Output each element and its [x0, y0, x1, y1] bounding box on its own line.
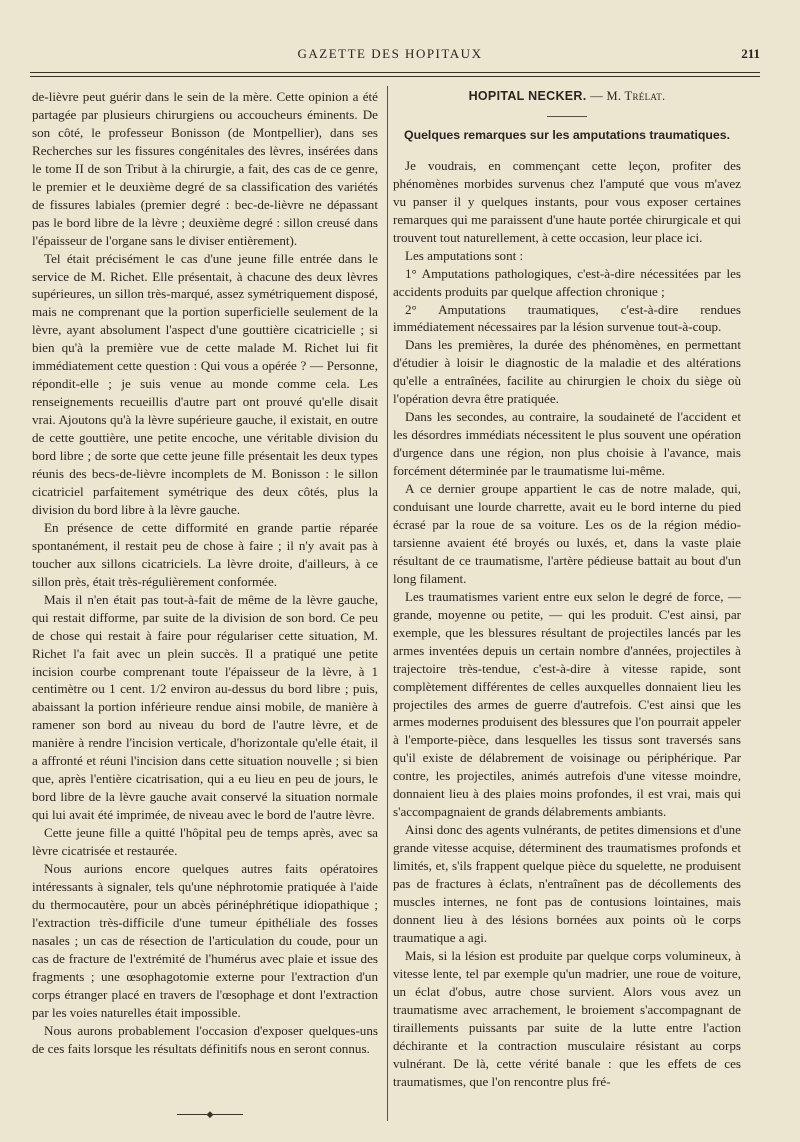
section-title-hospital: HOPITAL NECKER. — [468, 89, 587, 103]
paragraph: A ce dernier groupe appartient le cas de notre malade, qui, conduisant une lourde charrette, avait eu le bord interne du pied écrasé par la roue de sa voiture. Les os de la région médio-tarsienne avaient été broyés ou luxés, et, dans la vaste plaie résultant de ce traumatisme, l'artère pédieuse battait au bout d'un long filament. — [393, 481, 741, 586]
running-head: GAZETTE DES HOPITAUX — [297, 46, 483, 61]
right-column — [393, 88, 741, 1090]
paragraph: Je voudrais, en commençant cette leçon, profiter des phénomènes morbides survenus chez l'amputé que vous m'avez vu panser il y quelques instants, pour vous exposer certaines remarques qui me paraissent d'une haute portée chirurgicale et qui trouvent tout naturellement, à cette occasion, leur place ici. — [393, 157, 741, 245]
page-number: 211 — [741, 46, 760, 61]
section-author: — M. Trélat. — [590, 89, 666, 103]
column-divider — [387, 86, 388, 1121]
header-rule-thick — [30, 72, 760, 73]
header-rule-thin — [30, 76, 760, 77]
paragraph: Mais, si la lésion est produite par quelque corps volumineux, à vitesse lente, tel par exemple qu'un madrier, une roue de voiture, un éclat d'obus, autre chose survient. Alors vous avez un traumatisme avec arrachement, le broiement s'accompagnant de tiraillements puissants par suite de la lutte entre l'action déchirante et la contraction musculaire résistant au corps vulnérant. De là, cette vérité banale : que les effets de ces traumatismes, que l'on rencontre plus fré- — [393, 947, 741, 1089]
paragraph: Cette jeune fille a quitté l'hôpital peu de temps après, avec sa lèvre cicatrisée et restaurée. — [32, 825, 378, 859]
paragraph: 2° Amputations traumatiques, c'est-à-dire rendues immédiatement nécessaires par la lésion survenue tout-à-coup. — [393, 301, 741, 335]
end-ornament: ◆ — [170, 1110, 250, 1120]
section-title — [393, 88, 741, 106]
paragraph: Nous aurions encore quelques autres faits opératoires intéressants à signaler, tels qu'une néphrotomie pratiquée à l'aide du thermocautère, pour un abcès périnéphrétique idiopathique ; l'extraction très-difficile d'une tumeur épithéliale des fosses nasales ; un cas de résection de l'articulation du coude, pour un cas de fracture de l'extrémité de l'humérus avec plaie et issue des fragments ; une œsophagotomie externe pour l'extraction d'un corps étranger placé en travers de l'œsophage et dont l'extraction par les voies naturelles était impossible. — [32, 860, 378, 1020]
paragraph: Mais il n'en était pas tout-à-fait de même de la lèvre gauche, qui restait difforme, par suite de la division de son bord. Ce peu de chose qui restait à faire pour régulariser cette situation, M. Richet l'a fait avec un plein succès. Il a pratiqué une petite incision courbe comprenant toute l'épaisseur de la lèvre, à 1 centimètre ou 1 cent. 1/2 environ au-dessus du bord libre ; puis, abaissant la portion inférieure rendue ainsi mobile, de manière à ramener son bord au niveau du bord de l'autre lèvre, et de manière à rendre l'incision verticale, d'horizontale qu'elle était, il a affronté et réuni l'incision dans cette situation nouvelle ; si bien que, après l'entière cicatrisation, qui a eu lieu en peu de jours, le bord libre de la lèvre gauche avait conservé la situation normale qui lui avait été imprimée, de niveau avec le bord de l'autre lèvre. — [32, 591, 378, 823]
left-column — [32, 88, 378, 1057]
paragraph: Tel était précisément le cas d'une jeune fille entrée dans le service de M. Richet. Elle présentait, à chacune des deux lèvres supérieures, un sillon très-marqué, assez symétriquement disposé, mais ne comprenant que la portion superficielle seulement de la lèvre, ayant absolument l'aspect d'une gouttière cicatricielle ; si bien qu'à la première vue de cette malade M. Richet lui fit immédiatement cette question : Qui vous a opérée ? — Personne, répondit-elle ; je suis venue au monde comme cela. Les renseignements recueillis d'autre part ont prouvé qu'elle disait vrai. Ajoutons qu'à la lèvre supérieure gauche, il existait, en outre de cette gouttière, une petite encoche, une véritable division du bord libre ; de sorte que cette jeune fille présentait les deux types réunis des becs-de-lièvre incomplets de M. Bonisson : le sillon cicatriciel parfaitement symétrique des deux côtés, plus la division du bord libre à la lèvre gauche. — [32, 250, 378, 517]
paragraph: Ainsi donc des agents vulnérants, de petites dimensions et d'une grande vitesse acquise, déterminent des traumatismes profonds et limités, et, s'ils frappent quelque pièce du squelette, ne produisent pas de fractures à éclats, n'entraînent pas de décollements des muscles internes, ne font pas de contusions lointaines, mais donnent lieu à des lésions bornées aux points où le corps traumatique a agi. — [393, 822, 741, 945]
paragraph: Dans les secondes, au contraire, la soudaineté de l'accident et les désordres immédiats nécessitent le plus souvent une opération d'urgence dans une région, non plus choisie à l'avance, mais forcément déterminée par le traumatisme lui-même. — [393, 409, 741, 479]
paragraph: 1° Amputations pathologiques, c'est-à-dire nécessitées par les accidents produits par quelque affection chronique ; — [393, 265, 741, 299]
section-rule — [547, 116, 587, 117]
page-header — [20, 46, 760, 66]
article-subtitle: Quelques remarques sur les amputations traumatiques. — [404, 127, 730, 142]
paragraph: Nous aurons probablement l'occasion d'exposer quelques-uns de ces faits lorsque les résultats définitifs nous en seront connus. — [32, 1022, 378, 1056]
paragraph: Les traumatismes varient entre eux selon le degré de force, — grande, moyenne ou petite, — qui les produit. C'est ainsi, par exemple, que les blessures résultant de projectiles lancés par les armes inventées depuis un certain nombre d'années, projectiles à trajectoire très-tendue, c'est-à-dire à vitesse rapide, sont complètement différentes de celles auxquelles donnaient lieu les projectiles des armes de guerre d'autrefois. C'est ainsi que les armes modernes produisent des blessures que l'on pourrait appeler à l'emporte-pièce, dans lesquelles les tissus sont traversés sans qu'il existe de délabrement de voisinage ou périphérique. Par contre, les projectiles, animés autrefois d'une vitesse moindre, donnaient lieu à des plaies moins profondes, il est vrai, mais qui s'accompagnaient de grands délabrements ambiants. — [393, 588, 741, 820]
paragraph: En présence de cette difformité en grande partie réparée spontanément, il restait peu de chose à faire ; il n'y avait pas à toucher aux sillons cicatriciels. La lèvre droite, d'ailleurs, à ce sillon près, était très-régulièrement conformée. — [32, 519, 378, 589]
paragraph: de-lièvre peut guérir dans le sein de la mère. Cette opinion a été partagée par plusieurs chirurgiens ou accoucheurs éminents. De son côté, le professeur Bonisson (de Montpellier), dans ses Recherches sur les fissures congénitales des lèvres, insérées dans le tome II de son Tribut à la chirurgie, a fait, des cas de ce genre, le premier et le deuxième degré de sa classification des variétés de fissures labiales (premier degré : bec-de-lièvre ne dépassant pas le bord libre de la lèvre ; deuxième degré : sillon creusé dans l'épaisseur de l'organe sans le diviser entièrement). — [32, 89, 378, 248]
paragraph: Dans les premières, la durée des phénomènes, en permettant d'étudier à loisir le diagnostic de la maladie et des altérations qu'elle a entraînées, facilite au chirurgien le choix du siège où l'opération devra être pratiquée. — [393, 337, 741, 407]
paragraph: Les amputations sont : — [405, 247, 524, 263]
